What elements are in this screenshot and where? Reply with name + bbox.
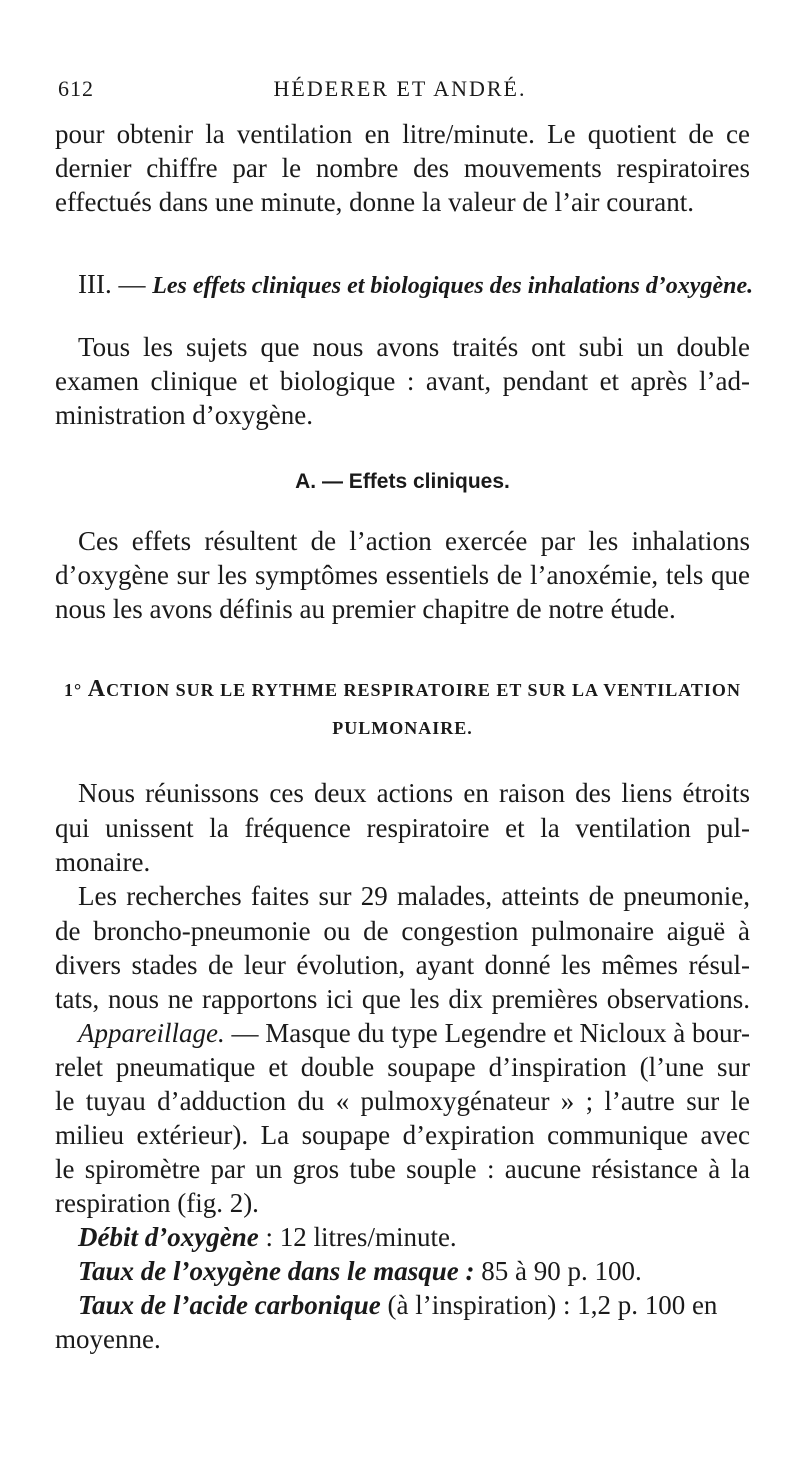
measure-label: Débit d’oxygène bbox=[78, 1222, 259, 1252]
running-header bbox=[58, 76, 742, 106]
subsection-heading-line1 bbox=[55, 676, 750, 703]
paragraph-line: effectués dans une minute, donne la valeur de l’air courant. bbox=[55, 187, 694, 217]
measure-line-o2 bbox=[78, 1254, 750, 1288]
running-title: HÉDERER ET ANDRÉ. bbox=[273, 76, 527, 101]
subsection-title: CTION SUR LE RYTHME RESPIRATOIRE ET SUR LA VENTILATION bbox=[106, 680, 741, 700]
paragraph-line bbox=[78, 1016, 750, 1050]
paragraph-text: — Masque du type Legendre et Nicloux à bour- bbox=[224, 1018, 750, 1048]
section-heading bbox=[78, 267, 754, 303]
subsection-heading: A. — Effets cliniques. bbox=[295, 470, 510, 493]
paragraph-line: respiration (fig. 2). bbox=[55, 1188, 259, 1218]
section-number: III. — bbox=[78, 269, 146, 299]
paragraph-label: Appareillage. bbox=[78, 1018, 225, 1048]
paragraph-line: examen clinique et biologique : avant, pendant et après l’ad- bbox=[55, 366, 750, 396]
paragraph-line: d’oxygène sur les symptômes essentiels de l’anoxémie, tels que bbox=[55, 560, 750, 590]
subsection-heading-line2: PULMONAIRE. bbox=[332, 718, 473, 738]
paragraph-line: pour obtenir la ventilation en litre/minute. Le quotient de ce bbox=[55, 119, 750, 149]
page-number: 612 bbox=[58, 76, 94, 101]
section-title: Les effets cliniques et biologiques des inhalations d’oxygène. bbox=[152, 273, 754, 299]
measure-value: (à l’inspiration) : 1,2 p. 100 en bbox=[380, 1290, 718, 1320]
paragraph-line: tats, nous ne rapportons ici que les dix premières observations. bbox=[55, 984, 750, 1014]
paragraph-line: le tuyau d’adduction du « pulmoxygénateur » ; l’autre sur le bbox=[55, 1086, 750, 1116]
subsection-ordinal: 1° bbox=[64, 680, 83, 700]
paragraph-line: Nous réunissons ces deux actions en raison des liens étroits bbox=[78, 778, 750, 808]
paragraph-line: dernier chiffre par le nombre des mouvements respiratoires bbox=[55, 153, 750, 183]
paragraph-line: ministration d’oxygène. bbox=[55, 400, 313, 430]
measure-value: : 12 litres/minute. bbox=[258, 1222, 457, 1252]
paragraph-line: divers stades de leur évolution, ayant donné les mêmes résul- bbox=[55, 950, 750, 980]
paragraph-line: monaire. bbox=[55, 847, 151, 877]
paragraph-line: Tous les sujets que nous avons traités ont subi un double bbox=[78, 332, 750, 362]
paragraph-line: relet pneumatique et double soupape d’inspiration (l’une sur bbox=[55, 1052, 750, 1082]
measure-label: Taux de l’oxygène dans le masque : bbox=[78, 1256, 475, 1286]
measure-label: Taux de l’acide carbonique bbox=[78, 1290, 381, 1320]
measure-line-debit bbox=[78, 1220, 750, 1254]
paragraph-line: milieu extérieur). La soupape d’expiration communique avec bbox=[55, 1120, 750, 1150]
subsection-initial: A bbox=[87, 676, 107, 702]
paragraph-line: Ces effets résultent de l’action exercée par les inhalations bbox=[78, 526, 750, 556]
measure-value: 85 à 90 p. 100. bbox=[474, 1256, 642, 1286]
measure-line-co2 bbox=[78, 1288, 750, 1322]
paragraph-line: de broncho-pneumonie ou de congestion pulmonaire aiguë à bbox=[55, 916, 750, 946]
paragraph-line: qui unissent la fréquence respiratoire et la ventilation pul- bbox=[55, 813, 750, 843]
paragraph-line: le spiromètre par un gros tube souple : aucune résistance à la bbox=[55, 1154, 750, 1184]
paragraph-line: Les recherches faites sur 29 malades, atteints de pneumonie, bbox=[78, 881, 750, 911]
paragraph-line: moyenne. bbox=[55, 1324, 161, 1354]
paragraph-line: nous les avons définis au premier chapitre de notre étude. bbox=[55, 594, 676, 624]
